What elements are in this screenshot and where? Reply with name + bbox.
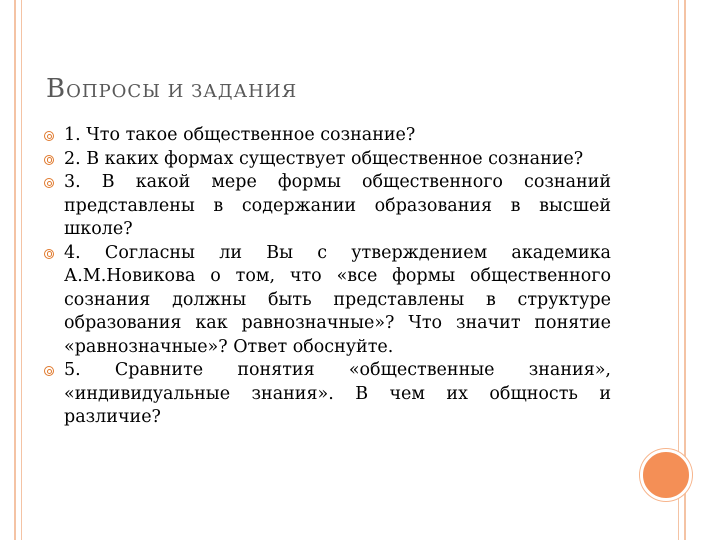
bullet-icon xyxy=(44,178,54,188)
list-item-text: 2. В каких формах существует общественное сознание? xyxy=(64,148,584,169)
decorative-circle xyxy=(640,449,692,501)
question-list xyxy=(44,124,611,430)
list-item-text: 5. Сравните понятия «общественные знания», «индивидуальные знания». В чем их общность и различие? xyxy=(64,360,611,427)
list-item xyxy=(44,242,611,360)
list-item xyxy=(44,124,611,148)
slide-title xyxy=(46,74,646,104)
list-item xyxy=(44,359,611,430)
list-item xyxy=(44,148,611,172)
bullet-icon xyxy=(44,131,54,141)
bullet-icon xyxy=(44,155,54,165)
list-item-text: 3. В какой мере формы общественного сознаний представлены в содержании образования в высшей школе? xyxy=(64,172,611,239)
bullet-icon xyxy=(44,366,54,376)
bullet-icon xyxy=(44,249,54,259)
list-item xyxy=(44,171,611,242)
list-item-text: 4. Согласны ли Вы с утверждением академика А.М.Новикова о том, что «все формы общественного сознания должны быть представлены в структуре образования как равнозначные»? Что значит понятие «равнозначные»? Ответ обоснуйте. xyxy=(64,242,611,357)
list-item-text: 1. Что такое общественное сознание? xyxy=(64,125,416,145)
title-word-2: И ЗАДАНИЯ xyxy=(160,81,298,102)
title-first-letter: В xyxy=(46,74,67,104)
title-word-1: ОПРОСЫ xyxy=(66,81,161,102)
